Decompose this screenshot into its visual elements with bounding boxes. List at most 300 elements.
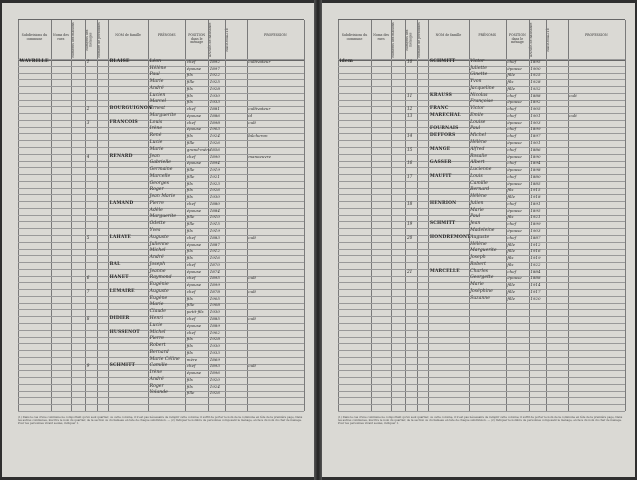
column-header: NOM de famille: [435, 33, 462, 37]
entry-pos: épouse: [507, 167, 522, 173]
entry-year: 1915: [530, 187, 541, 193]
entry-n: 14: [406, 133, 413, 139]
entry-pos: fils: [186, 133, 193, 139]
column-header: Subdivisions du commune: [341, 33, 368, 41]
header-divider: [18, 20, 19, 60]
row-rule: [338, 316, 625, 317]
header-divider: [506, 20, 507, 60]
entry-first: Louise: [470, 119, 486, 125]
entry-pos: épouse: [186, 160, 202, 166]
entry-year: 1920: [209, 376, 220, 382]
entry-pos: épouse: [186, 370, 202, 376]
entry-year: 1900: [530, 65, 541, 71]
entry-pos: chef: [186, 316, 196, 322]
entry-year: 1912: [530, 241, 541, 247]
entry-name: HONDREMONT: [429, 234, 471, 240]
entry-year: 1903: [209, 126, 220, 132]
entry-prof: cult: [569, 112, 577, 118]
entry-year: 1884: [530, 268, 541, 274]
entry-first: Julienne: [149, 241, 169, 247]
entry-pos: épouse: [507, 119, 522, 125]
row-rule: [338, 221, 625, 222]
row-rule: [338, 323, 625, 324]
header-divider: [546, 20, 547, 60]
entry-first: Eugène: [149, 295, 168, 301]
entry-year: 1886: [209, 112, 220, 118]
header-divider: [338, 20, 339, 60]
entry-first: Jeanne: [149, 268, 166, 274]
entry-year: 1899: [530, 221, 541, 227]
entry-first: Irène: [149, 370, 163, 376]
entry-first: Henri: [149, 316, 163, 322]
row-rule: [338, 303, 625, 304]
row-rule: [338, 79, 625, 80]
header-divider: [225, 20, 226, 60]
header-divider: [417, 20, 418, 60]
column-header: Noms des rues: [373, 33, 390, 41]
entry-first: Suzanne: [470, 295, 490, 301]
entry-first: Victor: [470, 58, 485, 64]
entry-first: Victor: [470, 106, 485, 112]
entry-pos: épouse: [507, 275, 522, 281]
entry-place: WAVRILLE: [19, 58, 49, 64]
entry-name: SCHMITT: [429, 58, 456, 64]
entry-pos: épouse: [186, 322, 202, 328]
entry-year: 1903: [530, 228, 541, 234]
row-rule: [18, 404, 304, 405]
entry-pos: fils: [186, 295, 193, 301]
entry-pos: fils: [507, 187, 514, 193]
entry-pos: fils: [186, 180, 193, 186]
entry-pos: chef: [507, 133, 517, 139]
entry-first: Marie: [149, 302, 164, 308]
entry-first: Michel: [470, 133, 486, 139]
entry-year: 1895: [530, 207, 541, 213]
entry-n: 9: [86, 363, 90, 369]
header-divider: [469, 20, 470, 60]
row-rule: [338, 330, 625, 331]
entry-first: Lucie: [149, 140, 163, 146]
entry-prof: cult: [248, 316, 256, 322]
header-divider: [428, 20, 429, 60]
header-divider: [185, 20, 186, 60]
entry-year: 1933: [209, 349, 220, 355]
column-header: NATIONALITÉ: [225, 28, 230, 52]
entry-n: 5: [86, 234, 90, 240]
entry-year: 1916: [530, 248, 541, 254]
entry-first: Léon: [149, 58, 162, 64]
entry-pos: fille: [507, 85, 515, 91]
entry-pos: fils: [186, 72, 193, 78]
entry-first: Jacqueline: [470, 85, 495, 91]
entry-name: LAHAYE: [109, 234, 132, 240]
entry-year: 1898: [209, 119, 220, 125]
entry-first: Pierre: [149, 200, 165, 206]
entry-name: RENARD: [109, 153, 133, 159]
entry-first: Albert: [470, 160, 485, 166]
entry-first: Charles: [470, 268, 489, 274]
entry-pos: chef: [186, 329, 196, 335]
entry-first: Raymond: [149, 275, 172, 281]
entry-name: BOURGUIGNON: [109, 106, 153, 112]
entry-n: 3: [86, 119, 90, 125]
header-divider: [529, 20, 530, 60]
entry-pos: chef: [186, 234, 196, 240]
entry-name: MANGE: [429, 146, 451, 152]
entry-prof: id: [248, 112, 253, 118]
entry-pos: fille: [186, 214, 195, 220]
entry-year: 1889: [209, 322, 220, 328]
entry-year: 1905: [530, 106, 541, 112]
entry-pos: chef: [186, 200, 196, 206]
entry-first: Auguste: [149, 234, 169, 240]
entry-year: 1926: [209, 140, 220, 146]
entry-pos: grand-mère: [186, 146, 211, 152]
row-rule: [18, 411, 304, 412]
row-rule: [338, 364, 625, 365]
entry-pos: épouse: [507, 207, 522, 213]
entry-pos: chef: [186, 363, 196, 369]
entry-year: 1915: [209, 221, 220, 227]
entry-place: idem: [339, 58, 354, 64]
entry-pos: épouse: [507, 140, 522, 146]
entry-year: 1926: [209, 187, 220, 193]
entry-first: André: [149, 376, 164, 382]
entry-prof: cult: [248, 275, 256, 281]
entry-year: 1933: [209, 99, 220, 105]
row-rule: [338, 391, 625, 392]
column-header: ANNÉE de naissance: [208, 22, 213, 58]
entry-pos: épouse: [507, 153, 522, 159]
entry-year: 1920: [530, 295, 541, 301]
entry-year: 1897: [209, 65, 220, 71]
header-divider: [148, 20, 149, 60]
entry-year: 1930: [209, 92, 220, 98]
entry-prof: cultivateur: [248, 58, 271, 64]
entry-pos: chef: [186, 119, 196, 125]
entry-year: 1887: [530, 234, 541, 240]
entry-pos: fils: [507, 255, 514, 261]
book-gutter: [314, 0, 322, 480]
entry-pos: épouse: [186, 126, 202, 132]
entry-pos: chef: [186, 261, 196, 267]
entry-n: 17: [406, 173, 413, 179]
entry-pos: épouse: [186, 241, 202, 247]
entry-first: Françoise: [470, 99, 494, 105]
entry-first: Louis: [149, 119, 163, 125]
entry-first: Hélène: [470, 140, 487, 146]
entry-year: 1918: [530, 194, 541, 200]
entry-first: René: [149, 133, 162, 139]
entry-n: 11: [406, 92, 413, 98]
row-rule: [338, 404, 625, 405]
entry-pos: chef: [186, 275, 196, 281]
entry-year: 1888: [530, 92, 541, 98]
entry-first: Eugénie: [149, 282, 169, 288]
entry-first: Marguerite: [149, 214, 177, 220]
entry-first: Yvon: [470, 79, 482, 85]
entry-pos: fille: [507, 288, 515, 294]
row-rule: [338, 384, 625, 385]
entry-year: 1928: [209, 336, 220, 342]
row-rule: [338, 337, 625, 338]
column-header: NATIONALITÉ: [546, 28, 551, 52]
entry-pos: fille: [507, 248, 515, 254]
entry-n: 13: [406, 112, 413, 118]
entry-pos: fils: [186, 248, 193, 254]
entry-first: Camille: [149, 363, 168, 369]
entry-year: 1878: [209, 288, 220, 294]
entry-year: 1893: [209, 363, 220, 369]
entry-year: 1887: [209, 241, 220, 247]
header-divider: [247, 20, 248, 60]
header-divider: [208, 20, 209, 60]
entry-year: 1930: [209, 309, 220, 315]
entry-first: Marguerite: [149, 112, 177, 118]
entry-n: 18: [406, 200, 413, 206]
entry-year: 1926: [209, 390, 220, 396]
entry-pos: chef: [507, 112, 517, 118]
entry-prof: cult: [248, 363, 256, 369]
entry-n: 12: [406, 106, 413, 112]
entry-first: Alfred: [470, 146, 485, 152]
entry-year: 1895: [209, 275, 220, 281]
entry-first: Robert: [149, 343, 166, 349]
entry-pos: chef: [507, 126, 517, 132]
entry-year: 1922: [530, 261, 541, 267]
entry-year: 1884: [209, 207, 220, 213]
entry-year: 1869: [209, 356, 220, 362]
left-footnote: (1) Dans le cas d'une commune ne comportant qu'un seul quartier, ou cette colonne, il n'est pas nécessaire de remplir cette colonne; il suffit de porter le nom de la commune en tête de la première page. Dans les autres communes, inscrire le nom du quartier, de la section ou du hameau en tête de chaque subdivision. — (2) Indiquer le nombre de personnes composant le ménage, en face du nom du chef de ménage. Pour les personnes vivant seules, indiquer 1.: [18, 415, 303, 426]
entry-n: 6: [86, 275, 90, 281]
entry-pos: épouse: [507, 180, 522, 186]
entry-year: 1883: [209, 234, 220, 240]
entry-pos: chef: [507, 200, 517, 206]
entry-first: Georges: [149, 180, 169, 186]
entry-name: HENRION: [429, 200, 457, 206]
entry-pos: épouse: [507, 99, 522, 105]
row-rule: [338, 397, 625, 398]
right-page: [322, 3, 635, 477]
entry-pos: épouse: [186, 268, 202, 274]
header-divider: [85, 20, 86, 60]
entry-pos: chef: [186, 106, 196, 112]
entry-pos: fils: [507, 79, 514, 85]
entry-year: 1905: [209, 295, 220, 301]
entry-pos: chef: [507, 92, 517, 98]
entry-pos: fils: [186, 194, 193, 200]
row-rule: [18, 397, 304, 398]
column-header: Subdivisions du commune: [21, 33, 48, 41]
entry-pos: épouse: [186, 207, 202, 213]
entry-year: 1874: [209, 268, 220, 274]
entry-pos: fils: [186, 336, 193, 342]
entry-pos: chef: [507, 221, 517, 227]
entry-year: 1888: [530, 275, 541, 281]
entry-year: 1922: [209, 72, 220, 78]
entry-first: Georgette: [470, 275, 494, 281]
entry-first: Bernard: [470, 187, 490, 193]
entry-n: 15: [406, 146, 413, 152]
entry-pos: fille: [507, 241, 515, 247]
entry-first: Nicolas: [470, 92, 488, 98]
entry-year: 1892: [209, 58, 220, 64]
entry-year: 1880: [530, 173, 541, 179]
entry-pos: fils: [186, 99, 193, 105]
entry-pos: fille: [186, 167, 195, 173]
column-header: NOM de famille: [115, 33, 141, 37]
entry-first: Germaine: [149, 167, 173, 173]
entry-first: Lucienne: [470, 167, 492, 173]
entry-pos: fille: [507, 295, 515, 301]
entry-first: Emile: [470, 112, 484, 118]
header-divider: [97, 20, 98, 60]
entry-name: FOURNAIS: [429, 126, 459, 132]
column-header: Numéros des maisons: [70, 22, 75, 58]
entry-name: HANET: [109, 275, 129, 281]
entry-year: 1870: [209, 261, 220, 267]
entry-year: 1880: [209, 200, 220, 206]
entry-year: 1897: [530, 133, 541, 139]
entry-n: 7: [86, 288, 90, 294]
entry-year: 1908: [209, 302, 220, 308]
entry-year: 1921: [530, 214, 541, 220]
entry-year: 1894: [209, 160, 220, 166]
entry-first: Marcel: [149, 99, 167, 105]
entry-first: Jean: [149, 153, 160, 159]
entry-n: 19: [406, 221, 413, 227]
entry-name: FRANC: [429, 106, 449, 112]
entry-pos: fils: [186, 92, 193, 98]
column-header: POSITION dans le ménage: [508, 33, 526, 45]
entry-n: 4: [86, 153, 90, 159]
entry-year: 1916: [209, 255, 220, 261]
row-rule: [338, 343, 625, 344]
entry-pos: chef: [507, 173, 517, 179]
entry-pos: chef: [186, 153, 196, 159]
entry-prof: bûcheron: [248, 133, 268, 139]
entry-year: 1932: [530, 85, 541, 91]
entry-first: Yves: [149, 228, 161, 234]
entry-first: Roger: [149, 187, 164, 193]
entry-first: Odette: [149, 221, 166, 227]
entry-year: 1881: [209, 106, 220, 112]
entry-pos: fille: [186, 221, 195, 227]
entry-year: 1928: [530, 79, 541, 85]
entry-first: Julien: [470, 200, 484, 206]
entry-pos: chef: [186, 58, 196, 64]
column-header: Numéros des ménages: [405, 29, 414, 51]
entry-pos: épouse: [507, 65, 522, 71]
entry-year: 1895: [530, 58, 541, 64]
entry-name: GASSER: [429, 160, 452, 166]
entry-year: 1856: [209, 146, 220, 152]
header-divider: [405, 20, 406, 60]
entry-name: DIDIER: [109, 316, 130, 322]
entry-year: 1886: [530, 146, 541, 152]
entry-pos: fils: [186, 383, 193, 389]
column-header: Numéros des maisons: [391, 22, 396, 58]
column-header: PRÉNOMS: [478, 33, 497, 37]
entry-year: 1914: [530, 282, 541, 288]
entry-n: 1: [86, 58, 90, 64]
entry-first: Joseph: [149, 261, 166, 267]
entry-name: SCHMITT: [429, 221, 456, 227]
header-divider: [108, 20, 109, 60]
entry-first: Gabrielle: [149, 160, 172, 166]
entry-first: Camille: [470, 180, 488, 186]
entry-name: LEMAIRE: [109, 288, 135, 294]
entry-pos: chef: [507, 234, 517, 240]
header-divider: [51, 20, 52, 60]
header-divider: [391, 20, 392, 60]
entry-first: Michel: [149, 329, 166, 335]
entry-first: André: [149, 85, 164, 91]
entry-first: Marie Céline: [149, 356, 180, 362]
entry-year: 1903: [530, 119, 541, 125]
entry-pos: chef: [507, 160, 517, 166]
entry-first: Joséphine: [470, 288, 493, 294]
entry-year: 1930: [209, 194, 220, 200]
row-rule: [338, 377, 625, 378]
header-divider: [568, 20, 569, 60]
entry-first: Louis: [470, 173, 483, 179]
entry-first: Claude: [149, 309, 166, 315]
entry-prof: cultivateur: [248, 106, 271, 112]
entry-year: 1930: [209, 343, 220, 349]
entry-first: Paul: [470, 126, 481, 132]
entry-first: Rosalie: [470, 153, 488, 159]
entry-n: 21: [406, 268, 413, 274]
row-rule: [18, 73, 304, 74]
entry-name: SCHMITT: [109, 363, 136, 369]
entry-n: 16: [406, 160, 413, 166]
entry-first: Yolande: [149, 390, 168, 396]
column-header: Nombre de personnes: [416, 22, 421, 58]
row-rule: [338, 357, 625, 358]
right-table: [338, 59, 625, 411]
entry-first: Auguste: [149, 288, 169, 294]
entry-pos: fils: [186, 343, 193, 349]
entry-year: 1896: [209, 370, 220, 376]
entry-year: 1902: [209, 329, 220, 335]
entry-n: 2: [86, 106, 90, 112]
entry-year: 1894: [530, 160, 541, 166]
entry-year: 1925: [530, 72, 541, 78]
entry-pos: mère: [186, 356, 198, 362]
entry-year: 1924: [209, 133, 220, 139]
column-header: Nombre de personnes: [96, 22, 101, 58]
entry-pos: fils: [186, 349, 193, 355]
entry-year: 1924: [209, 383, 220, 389]
right-footnote: (1) Dans le cas d'une commune ne comportant qu'un seul quartier, ou cette colonne, il n'est pas nécessaire de remplir cette colonne; il suffit de porter le nom de la commune en tête de la première page. Dans les autres communes, inscrire le nom du quartier, de la section ou du hameau en tête de chaque subdivision. — (2) Indiquer le nombre de personnes composant le ménage, en face du nom du chef de ménage. Pour les personnes vivant seules, indiquer 1.: [338, 415, 623, 426]
entry-name: DEFFORS: [429, 133, 456, 139]
entry-name: KRAUSS: [429, 92, 453, 98]
entry-pos: fils: [186, 187, 193, 193]
entry-n: 8: [86, 316, 90, 322]
row-rule: [338, 411, 625, 412]
entry-first: Marie: [470, 207, 484, 213]
entry-first: Hélène: [470, 241, 487, 247]
entry-pos: fille: [186, 173, 195, 179]
entry-first: Marie: [470, 282, 484, 288]
entry-pos: fille: [186, 140, 195, 146]
column-header: Numéros des ménages: [85, 29, 93, 51]
left-table: [18, 59, 304, 411]
entry-first: Ernest: [149, 106, 166, 112]
entry-pos: fils: [186, 376, 193, 382]
entry-name: MARCELLE: [429, 268, 460, 274]
